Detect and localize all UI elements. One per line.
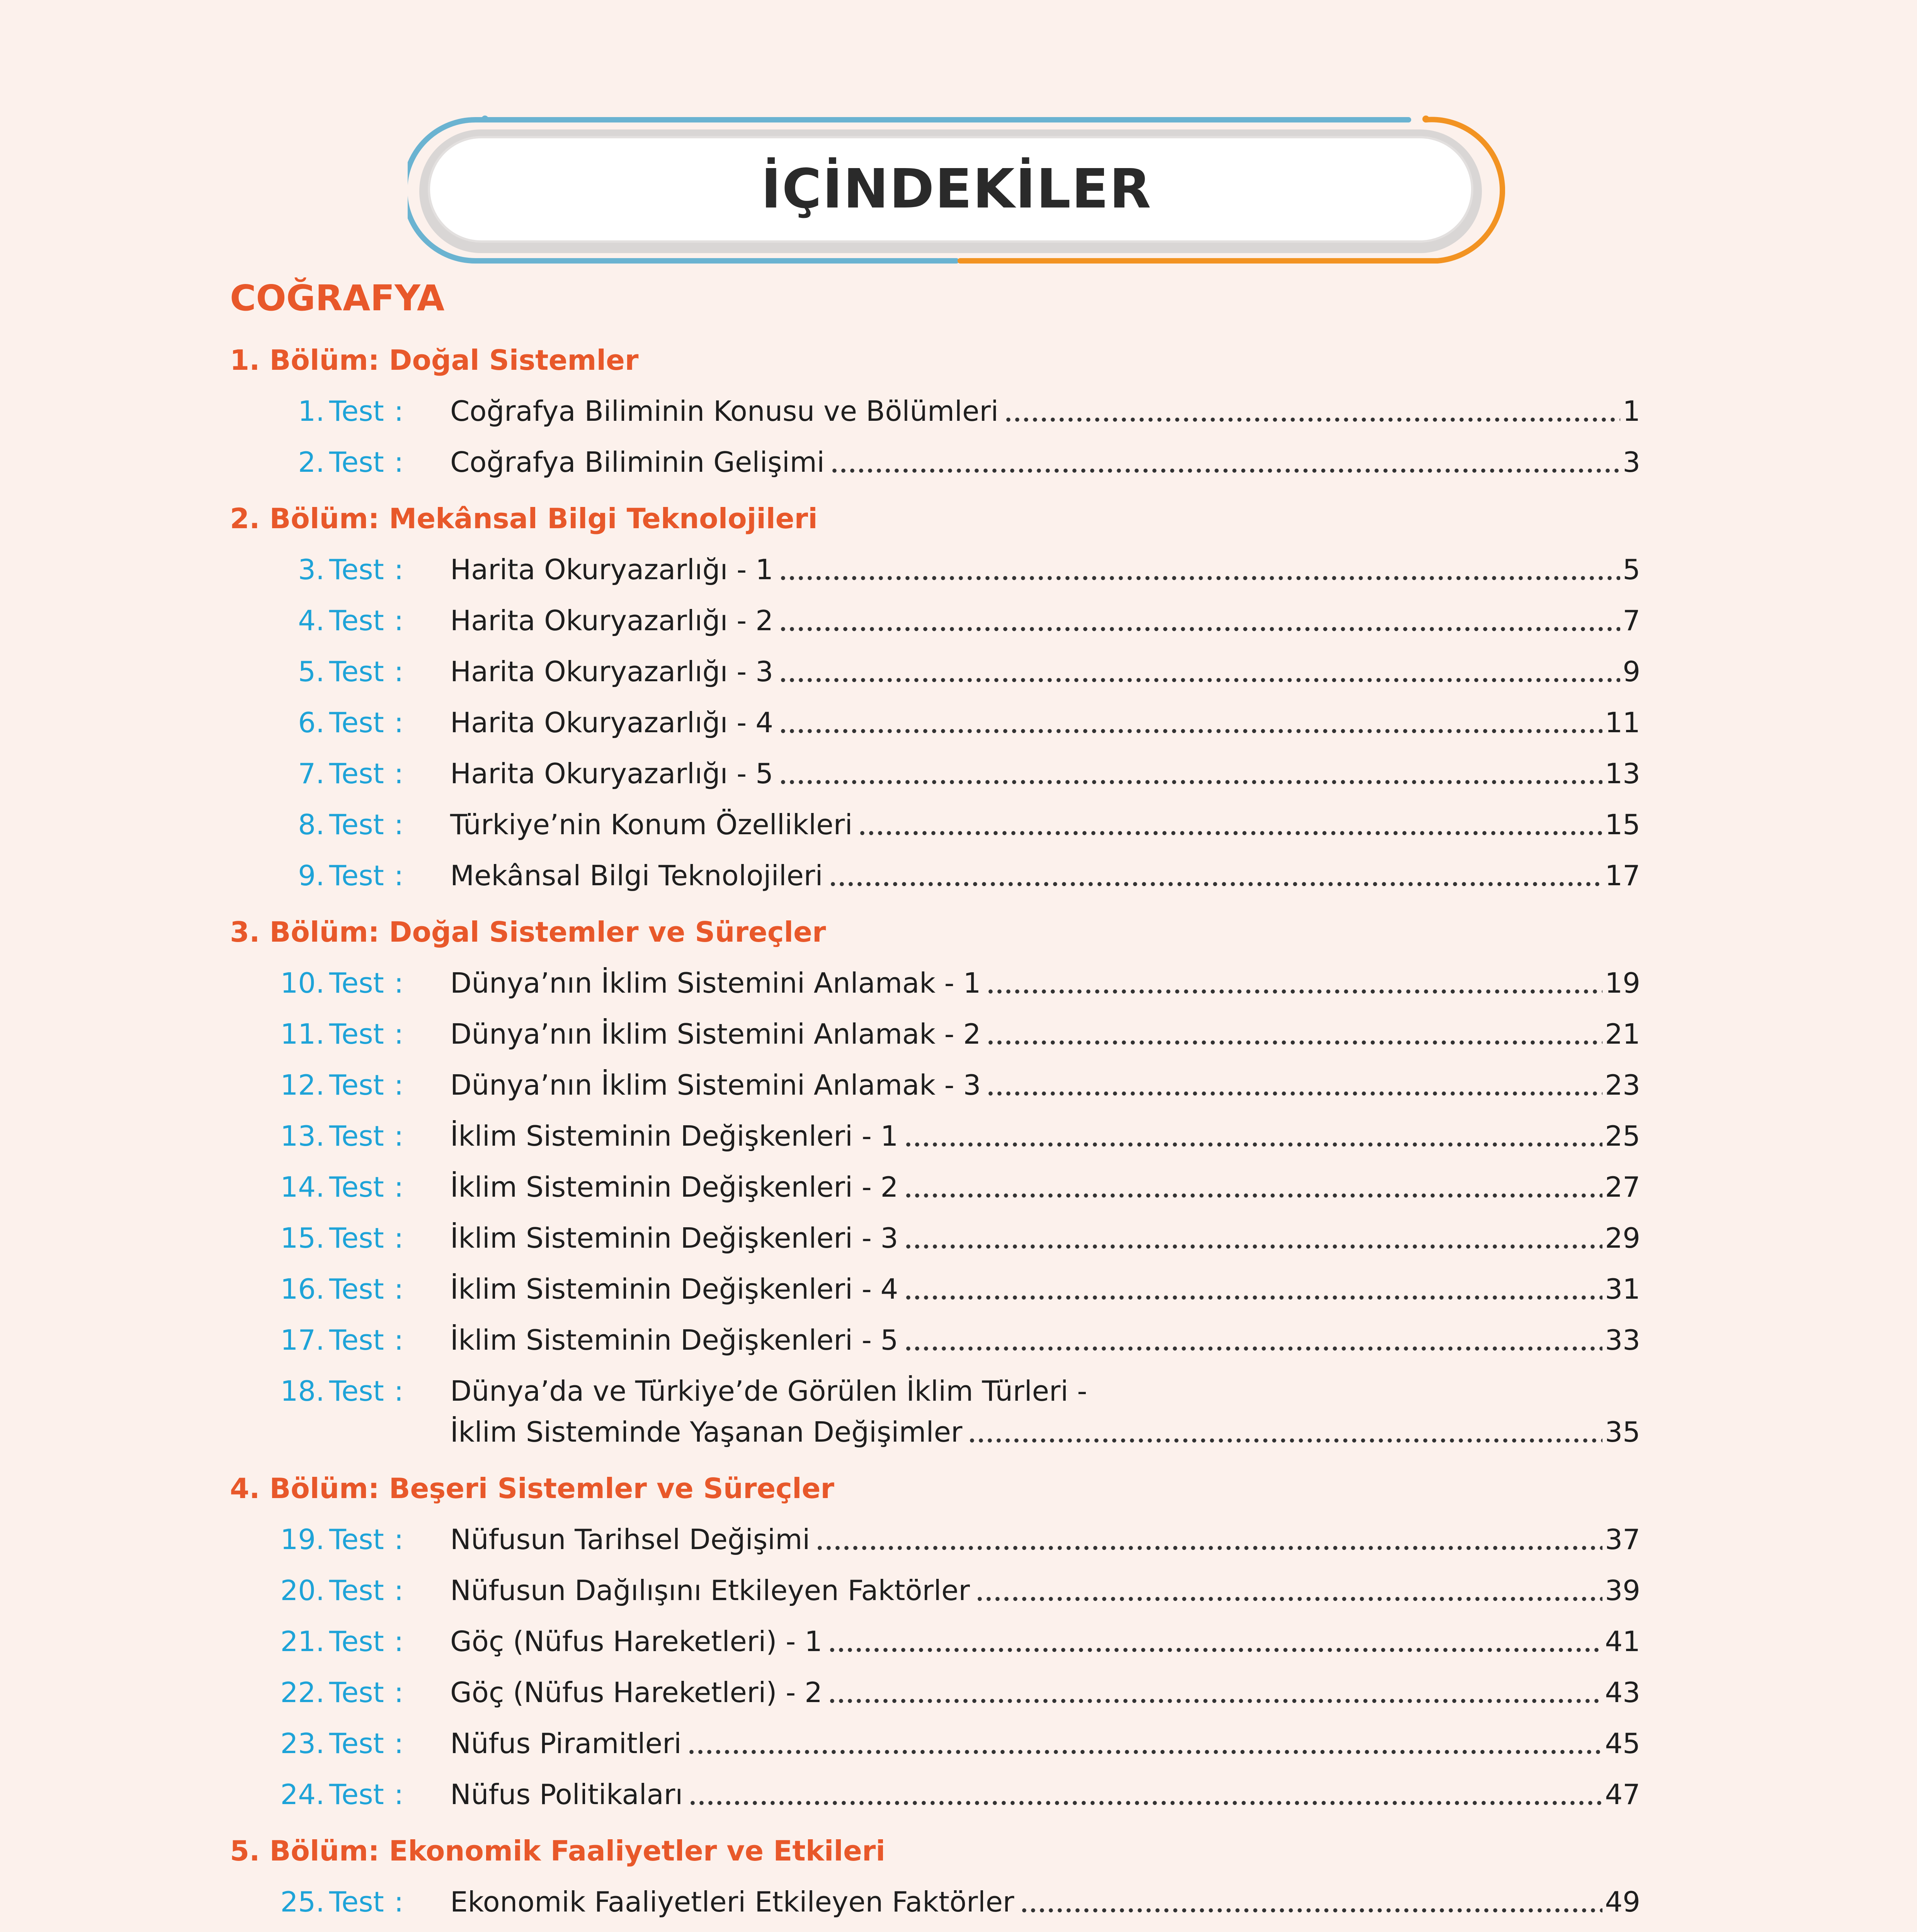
page-number: 3 bbox=[1623, 446, 1640, 478]
dot-leader bbox=[986, 989, 1602, 994]
entry-title: Türkiye’nin Konum Özellikleri bbox=[450, 808, 853, 841]
test-label: Test bbox=[329, 1886, 384, 1918]
page-number: 5 bbox=[1623, 553, 1640, 586]
entry-line bbox=[450, 1616, 1640, 1667]
entry-title: Harita Okuryazarlığı - 3 bbox=[450, 655, 774, 688]
toc-entry[interactable] bbox=[0, 957, 1917, 1009]
toc-entry[interactable] bbox=[0, 1111, 1917, 1162]
dot-leader bbox=[904, 1142, 1603, 1147]
toc-entry[interactable] bbox=[0, 1213, 1917, 1264]
entry-line bbox=[450, 595, 1640, 646]
page-number: 17 bbox=[1605, 859, 1640, 892]
test-label: Test bbox=[329, 1222, 384, 1254]
test-colon: : bbox=[394, 1324, 404, 1356]
dot-leader bbox=[779, 780, 1602, 784]
test-colon: : bbox=[394, 967, 404, 999]
test-colon: : bbox=[394, 1676, 404, 1709]
test-number: 12. bbox=[280, 1069, 325, 1101]
dot-leader bbox=[779, 627, 1620, 631]
entry-title: Nüfusun Tarihsel Değişimi bbox=[450, 1523, 810, 1556]
test-colon: : bbox=[394, 1625, 404, 1658]
dot-leader bbox=[687, 1750, 1603, 1754]
test-colon: : bbox=[394, 808, 404, 841]
entry-line bbox=[450, 1769, 1640, 1820]
entry-line bbox=[450, 1213, 1640, 1264]
test-number: 16. bbox=[280, 1273, 325, 1305]
entry-title: Göç (Nüfus Hareketleri) - 1 bbox=[450, 1625, 823, 1658]
dot-leader bbox=[779, 729, 1602, 733]
page-number: 47 bbox=[1605, 1778, 1640, 1811]
toc-entry[interactable] bbox=[0, 1264, 1917, 1315]
test-number: 20. bbox=[280, 1574, 325, 1607]
toc-entry[interactable] bbox=[0, 595, 1917, 646]
toc-entry[interactable] bbox=[0, 1667, 1917, 1718]
test-colon: : bbox=[394, 1886, 404, 1918]
entry-title: Dünya’nın İklim Sistemini Anlamak - 2 bbox=[450, 1018, 981, 1050]
entry-title: Dünya’nın İklim Sistemini Anlamak - 3 bbox=[450, 1069, 981, 1101]
test-number: 11. bbox=[280, 1018, 325, 1050]
section-heading: 1. Bölüm: Doğal Sistemler bbox=[230, 344, 639, 376]
test-label: Test bbox=[329, 706, 384, 739]
test-number: 14. bbox=[280, 1171, 325, 1203]
dot-leader bbox=[828, 1699, 1602, 1703]
toc-entry[interactable] bbox=[0, 748, 1917, 799]
dot-leader bbox=[986, 1091, 1602, 1096]
toc-entry[interactable] bbox=[0, 544, 1917, 595]
test-number: 22. bbox=[280, 1676, 325, 1709]
test-number: 15. bbox=[280, 1222, 325, 1254]
test-label: Test bbox=[329, 1375, 384, 1407]
entry-line bbox=[450, 799, 1640, 850]
toc-entry[interactable] bbox=[0, 1514, 1917, 1565]
test-colon: : bbox=[394, 1574, 404, 1607]
test-colon: : bbox=[394, 1523, 404, 1556]
test-colon: : bbox=[394, 1120, 404, 1152]
page-number: 43 bbox=[1605, 1676, 1640, 1709]
entry-line bbox=[450, 1565, 1640, 1616]
entry-title: İklim Sisteminin Değişkenleri - 1 bbox=[450, 1120, 898, 1152]
entry-title: Nüfusun Dağılışını Etkileyen Faktörler bbox=[450, 1574, 970, 1607]
dot-leader bbox=[688, 1801, 1602, 1805]
entry-line bbox=[450, 748, 1640, 799]
test-number: 23. bbox=[280, 1727, 325, 1760]
entry-line bbox=[450, 850, 1640, 901]
test-label: Test bbox=[329, 1069, 384, 1101]
toc-entry[interactable] bbox=[0, 646, 1917, 697]
test-label: Test bbox=[329, 604, 384, 637]
entry-title: İklim Sisteminde Yaşanan Değişimler bbox=[450, 1416, 963, 1448]
page-number: 23 bbox=[1605, 1069, 1640, 1101]
test-colon: : bbox=[394, 1018, 404, 1050]
dot-leader bbox=[986, 1040, 1602, 1045]
entry-line bbox=[450, 544, 1640, 595]
test-colon: : bbox=[394, 1171, 404, 1203]
entry-line bbox=[450, 1667, 1640, 1718]
page-number: 25 bbox=[1605, 1120, 1640, 1152]
page-number: 27 bbox=[1605, 1171, 1640, 1203]
page-number: 33 bbox=[1605, 1324, 1640, 1356]
entry-line bbox=[450, 1162, 1640, 1213]
entry-line bbox=[450, 957, 1640, 1009]
test-colon: : bbox=[394, 706, 404, 739]
page-number: 15 bbox=[1605, 808, 1640, 841]
entry-title: Göç (Nüfus Hareketleri) - 2 bbox=[450, 1676, 823, 1709]
dot-leader bbox=[904, 1346, 1603, 1351]
test-label: Test bbox=[329, 1574, 384, 1607]
test-colon: : bbox=[394, 1222, 404, 1254]
test-label: Test bbox=[329, 1018, 384, 1050]
test-label: Test bbox=[329, 757, 384, 790]
subject-heading: COĞRAFYA bbox=[230, 277, 445, 319]
entry-line bbox=[450, 1315, 1640, 1366]
test-colon: : bbox=[394, 1273, 404, 1305]
test-number: 13. bbox=[280, 1120, 325, 1152]
section-heading: 2. Bölüm: Mekânsal Bilgi Teknolojileri bbox=[230, 502, 818, 535]
page-number: 7 bbox=[1623, 604, 1640, 637]
test-number: 2. bbox=[298, 446, 325, 478]
test-colon: : bbox=[394, 604, 404, 637]
toc-entry[interactable] bbox=[0, 1769, 1917, 1820]
test-number: 7. bbox=[298, 757, 325, 790]
page-number: 13 bbox=[1605, 757, 1640, 790]
test-number: 10. bbox=[280, 967, 325, 999]
test-colon: : bbox=[394, 395, 404, 427]
section-heading: 3. Bölüm: Doğal Sistemler ve Süreçler bbox=[230, 916, 826, 948]
entry-line bbox=[450, 1009, 1640, 1060]
page-title: İÇİNDEKİLER bbox=[761, 158, 1152, 221]
test-label: Test bbox=[329, 553, 384, 586]
test-label: Test bbox=[329, 1324, 384, 1356]
entry-title: Mekânsal Bilgi Teknolojileri bbox=[450, 859, 823, 892]
page-number: 49 bbox=[1605, 1886, 1640, 1918]
test-label: Test bbox=[329, 1171, 384, 1203]
entry-title: İklim Sisteminin Değişkenleri - 3 bbox=[450, 1222, 898, 1254]
test-colon: : bbox=[394, 1069, 404, 1101]
test-number: 18. bbox=[280, 1375, 325, 1407]
page-number: 19 bbox=[1605, 967, 1640, 999]
toc-entry[interactable] bbox=[0, 386, 1917, 437]
test-number: 1. bbox=[298, 395, 325, 427]
test-colon: : bbox=[394, 757, 404, 790]
toc-entry[interactable] bbox=[0, 1616, 1917, 1667]
test-colon: : bbox=[394, 553, 404, 586]
test-label: Test bbox=[329, 1120, 384, 1152]
toc-entry[interactable] bbox=[0, 850, 1917, 901]
page-number: 21 bbox=[1605, 1018, 1640, 1050]
entry-title: Nüfus Piramitleri bbox=[450, 1727, 682, 1760]
entry-title: Nüfus Politikaları bbox=[450, 1778, 683, 1811]
test-label: Test bbox=[329, 395, 384, 427]
page-number: 29 bbox=[1605, 1222, 1640, 1254]
toc-entry[interactable] bbox=[0, 697, 1917, 748]
section-heading: 4. Bölüm: Beşeri Sistemler ve Süreçler bbox=[230, 1472, 835, 1505]
entry-title: Harita Okuryazarlığı - 5 bbox=[450, 757, 774, 790]
page-number: 37 bbox=[1605, 1523, 1640, 1556]
dot-leader bbox=[968, 1438, 1602, 1443]
test-colon: : bbox=[394, 859, 404, 892]
page-number: 41 bbox=[1605, 1625, 1640, 1658]
entry-line bbox=[450, 1406, 1640, 1458]
toc-entry[interactable] bbox=[0, 1162, 1917, 1213]
test-label: Test bbox=[329, 967, 384, 999]
test-number: 4. bbox=[298, 604, 325, 637]
test-number: 24. bbox=[280, 1778, 325, 1811]
entry-title: Harita Okuryazarlığı - 2 bbox=[450, 604, 774, 637]
entry-line bbox=[450, 1264, 1640, 1315]
test-colon: : bbox=[394, 655, 404, 688]
test-label: Test bbox=[329, 446, 384, 478]
test-label: Test bbox=[329, 808, 384, 841]
dot-leader bbox=[830, 468, 1620, 473]
entry-line bbox=[450, 697, 1640, 748]
test-colon: : bbox=[394, 1727, 404, 1760]
toc-entry[interactable] bbox=[0, 1009, 1917, 1060]
test-label: Test bbox=[329, 1676, 384, 1709]
entry-title: Harita Okuryazarlığı - 1 bbox=[450, 553, 774, 586]
toc-entry[interactable] bbox=[0, 437, 1917, 488]
dot-leader bbox=[779, 678, 1620, 682]
test-number: 19. bbox=[280, 1523, 325, 1556]
toc-entry[interactable] bbox=[0, 1060, 1917, 1111]
entry-title: Harita Okuryazarlığı - 4 bbox=[450, 706, 774, 739]
dot-leader bbox=[828, 882, 1603, 886]
test-number: 9. bbox=[298, 859, 325, 892]
page-number: 9 bbox=[1623, 655, 1640, 688]
test-label: Test bbox=[329, 655, 384, 688]
toc-entry[interactable] bbox=[0, 1876, 1917, 1927]
test-label: Test bbox=[329, 1778, 384, 1811]
entry-line bbox=[450, 1514, 1640, 1565]
entry-title: Coğrafya Biliminin Konusu ve Bölümleri bbox=[450, 395, 999, 427]
test-number: 6. bbox=[298, 706, 325, 739]
page-number: 1 bbox=[1623, 395, 1640, 427]
page-number: 39 bbox=[1605, 1574, 1640, 1607]
entry-title: Ekonomik Faaliyetleri Etkileyen Faktörler bbox=[450, 1886, 1014, 1918]
dot-leader bbox=[904, 1193, 1603, 1198]
test-label: Test bbox=[329, 1523, 384, 1556]
entry-line bbox=[450, 1876, 1640, 1927]
dot-leader bbox=[858, 831, 1602, 835]
page-number: 45 bbox=[1605, 1727, 1640, 1760]
entry-title: Coğrafya Biliminin Gelişimi bbox=[450, 446, 825, 478]
entry-line bbox=[450, 386, 1640, 437]
test-number: 25. bbox=[280, 1886, 325, 1918]
test-colon: : bbox=[394, 446, 404, 478]
test-label: Test bbox=[329, 1727, 384, 1760]
test-colon: : bbox=[394, 1778, 404, 1811]
toc-entry-continued[interactable] bbox=[0, 1406, 1917, 1458]
test-label: Test bbox=[329, 1273, 384, 1305]
test-number: 3. bbox=[298, 553, 325, 586]
page-number: 35 bbox=[1605, 1416, 1640, 1448]
test-colon: : bbox=[394, 1375, 404, 1407]
dot-leader bbox=[815, 1546, 1602, 1550]
dot-leader bbox=[828, 1648, 1602, 1652]
page-number: 31 bbox=[1605, 1273, 1640, 1305]
entry-line bbox=[450, 1718, 1640, 1769]
dot-leader bbox=[779, 576, 1620, 580]
entry-line bbox=[450, 1111, 1640, 1162]
entry-line bbox=[450, 437, 1640, 488]
test-number: 21. bbox=[280, 1625, 325, 1658]
test-number: 5. bbox=[298, 655, 325, 688]
dot-leader bbox=[1004, 417, 1620, 422]
entry-line bbox=[450, 646, 1640, 697]
entry-title: Dünya’nın İklim Sistemini Anlamak - 1 bbox=[450, 967, 981, 999]
test-number: 17. bbox=[280, 1324, 325, 1356]
toc-entry[interactable] bbox=[0, 799, 1917, 850]
entry-line bbox=[450, 1060, 1640, 1111]
page-number: 11 bbox=[1605, 706, 1640, 739]
test-label: Test bbox=[329, 859, 384, 892]
test-number: 8. bbox=[298, 808, 325, 841]
entry-title: İklim Sisteminin Değişkenleri - 5 bbox=[450, 1324, 898, 1356]
toc-entry[interactable] bbox=[0, 1565, 1917, 1616]
section-heading: 5. Bölüm: Ekonomik Faaliyetler ve Etkileri bbox=[230, 1835, 886, 1867]
entry-title: İklim Sisteminin Değişkenleri - 2 bbox=[450, 1171, 898, 1203]
entry-title: İklim Sisteminin Değişkenleri - 4 bbox=[450, 1273, 898, 1305]
entry-title-line1: Dünya’da ve Türkiye’de Görülen İklim Türleri - bbox=[450, 1375, 1087, 1407]
test-label: Test bbox=[329, 1625, 384, 1658]
toc-entry[interactable] bbox=[0, 1315, 1917, 1366]
dot-leader bbox=[1020, 1908, 1603, 1913]
toc-entry[interactable] bbox=[0, 1718, 1917, 1769]
dot-leader bbox=[904, 1295, 1603, 1300]
dot-leader bbox=[904, 1244, 1603, 1249]
dot-leader bbox=[975, 1597, 1602, 1601]
